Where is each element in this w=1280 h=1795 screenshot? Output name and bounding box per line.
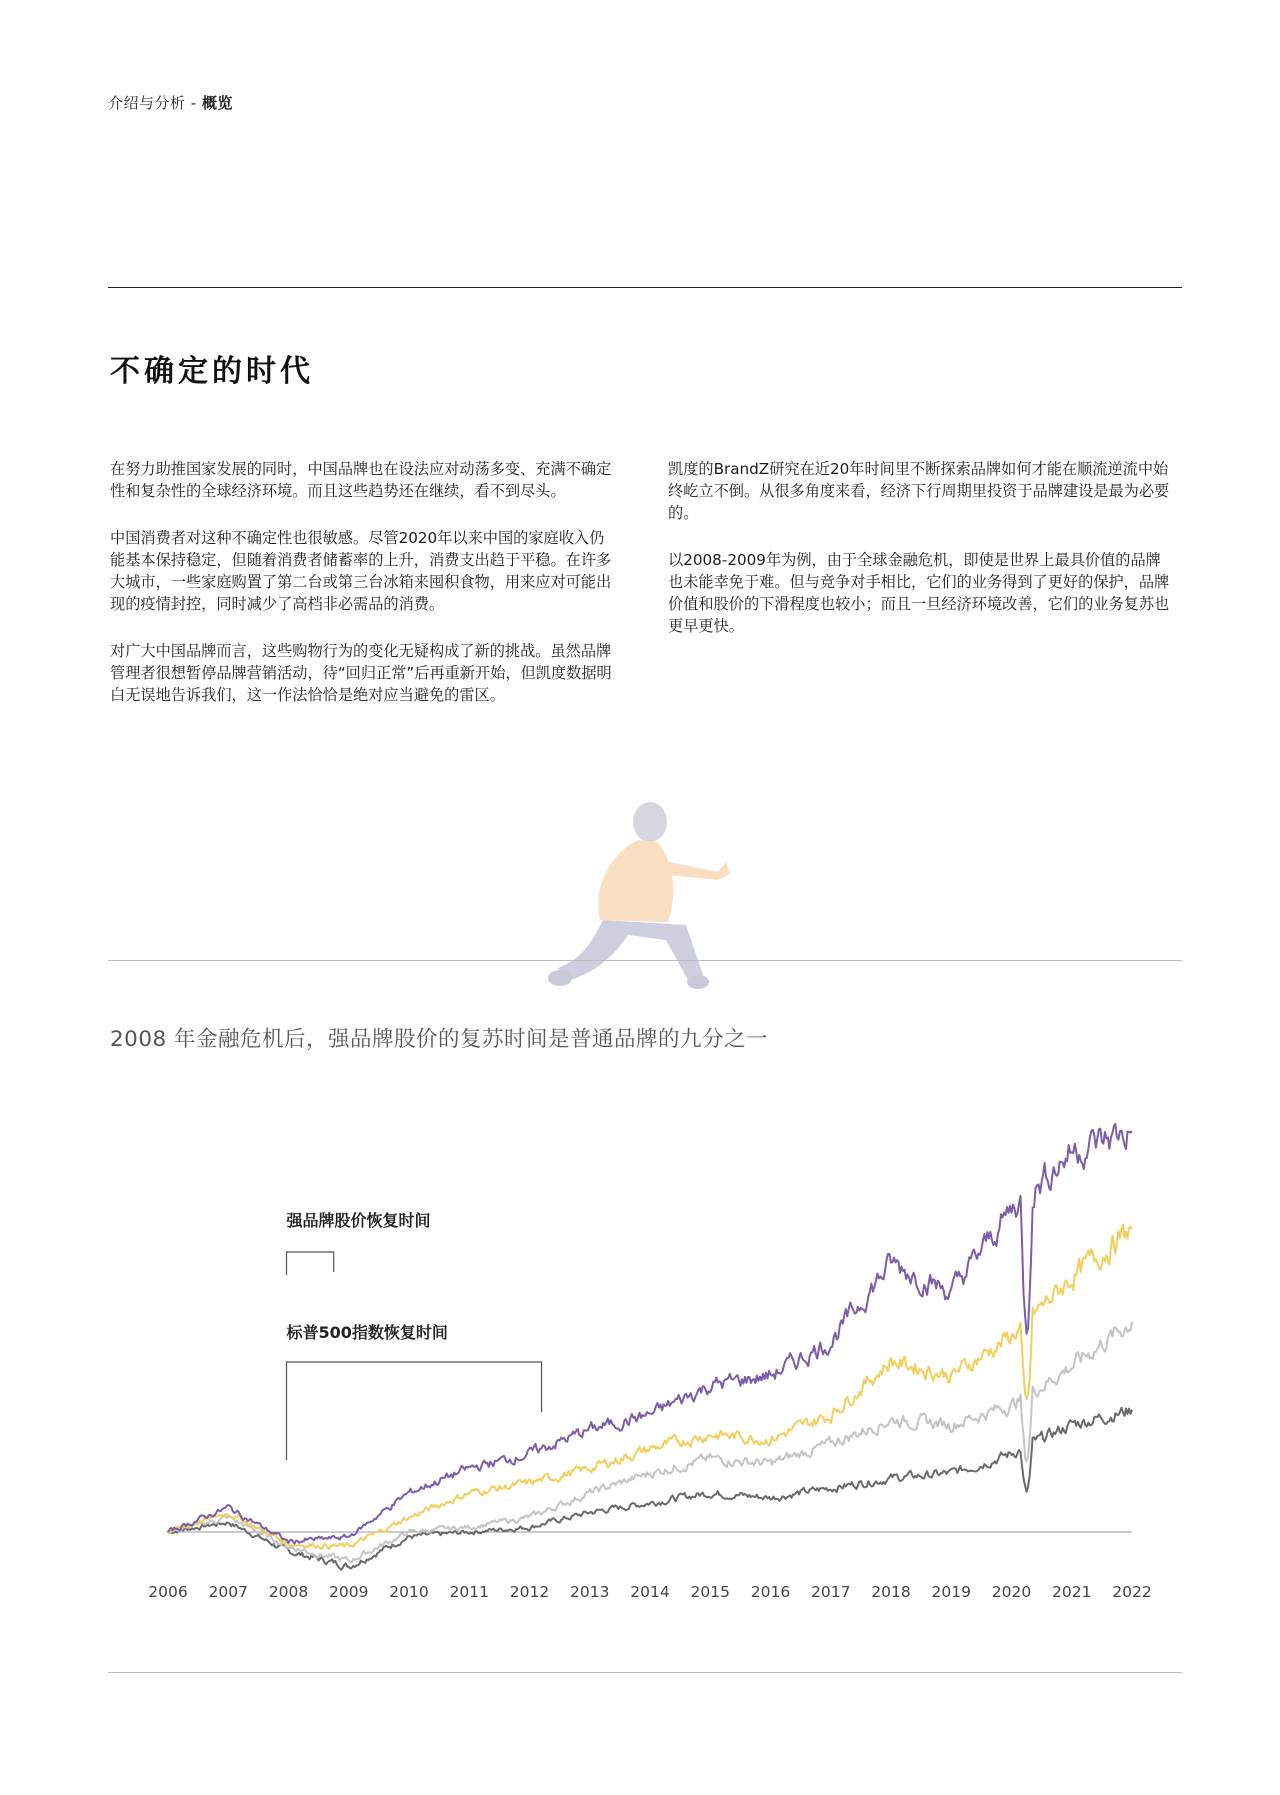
breadcrumb-current: 概览 bbox=[201, 94, 233, 112]
x-tick-2007: 2007 bbox=[208, 1583, 248, 1601]
x-tick-2011: 2011 bbox=[449, 1583, 489, 1601]
x-tick-2018: 2018 bbox=[871, 1583, 911, 1601]
x-tick-2008: 2008 bbox=[268, 1583, 309, 1601]
x-tick-2012: 2012 bbox=[509, 1583, 550, 1601]
x-tick-2016: 2016 bbox=[750, 1583, 791, 1601]
running-person-illustration bbox=[548, 800, 758, 1000]
chart-top-divider bbox=[108, 960, 1182, 961]
x-tick-2017: 2017 bbox=[811, 1583, 851, 1601]
x-tick-2006: 2006 bbox=[148, 1583, 188, 1601]
x-tick-2010: 2010 bbox=[389, 1583, 429, 1601]
breadcrumb-section: 介绍与分析 - bbox=[108, 94, 202, 112]
series-line-yellow bbox=[168, 1225, 1132, 1550]
x-tick-2019: 2019 bbox=[931, 1583, 971, 1601]
x-tick-2013: 2013 bbox=[570, 1583, 610, 1601]
left-paragraph-3: 对广大中国品牌而言，这些购物行为的变化无疑构成了新的挑战。虽然品牌管理者很想暂停品牌营销活动，待“回归正常”后再重新开始，但凯度数据明白无误地告诉我们，这一作法恰恰是绝对应当避免的雷区。 bbox=[110, 642, 612, 704]
x-tick-2021: 2021 bbox=[1052, 1583, 1092, 1601]
annotation-label-2: 标普500指数恢复时间 bbox=[286, 1323, 448, 1342]
x-tick-2022: 2022 bbox=[1112, 1583, 1152, 1601]
series-line-purple bbox=[168, 1124, 1132, 1544]
left-paragraph-2: 中国消费者对这种不确定性也很敏感。尽管2020年以来中国的家庭收入仍能基本保持稳定，但随着消费者储蓄率的上升，消费支出趋于平稳。在许多大城市，一些家庭购置了第二台或第三台冰箱来囤积食物，用来应对可能出现的疫情封控，同时减少了高档非必需品的消费。 bbox=[110, 529, 612, 613]
x-tick-2015: 2015 bbox=[690, 1583, 730, 1601]
annotation-bracket-1 bbox=[287, 1252, 334, 1275]
bottom-divider bbox=[108, 1672, 1182, 1673]
right-paragraph-2: 以2008-2009年为例，由于全球金融危机，即使是世界上最具价值的品牌也未能幸免于难。但与竞争对手相比，它们的业务得到了更好的保护，品牌价值和股价的下滑程度也较小；而且一旦经济环境改善，它们的业务复苏也更早更快。 bbox=[668, 551, 1170, 635]
page-title: 不确定的时代 bbox=[110, 354, 314, 389]
x-tick-2014: 2014 bbox=[630, 1583, 670, 1601]
chart-title: 2008 年金融危机后，强品牌股价的复苏时间是普通品牌的九分之一 bbox=[110, 1027, 769, 1052]
series-line-light-gray bbox=[168, 1322, 1132, 1563]
x-tick-2009: 2009 bbox=[329, 1583, 369, 1601]
left-column bbox=[110, 458, 618, 731]
top-divider bbox=[108, 287, 1182, 288]
right-paragraph-1: 凯度的BrandZ研究在近20年时间里不断探索品牌如何才能在顺流逆流中始终屹立不倒。从很多角度来看，经济下行周期里投资于品牌建设是最为必要的。 bbox=[668, 460, 1170, 522]
annotation-label-1: 强品牌股价恢复时间 bbox=[286, 1211, 431, 1230]
left-paragraph-1: 在努力助推国家发展的同时，中国品牌也在设法应对动荡多变、充满不确定性和复杂性的全球经济环境。而且这些趋势还在继续，看不到尽头。 bbox=[110, 460, 612, 500]
annotation-bracket-2 bbox=[287, 1362, 542, 1460]
x-tick-2020: 2020 bbox=[991, 1583, 1032, 1601]
right-column bbox=[668, 458, 1176, 662]
breadcrumb bbox=[108, 92, 233, 113]
series-line-dark-gray bbox=[168, 1408, 1132, 1570]
